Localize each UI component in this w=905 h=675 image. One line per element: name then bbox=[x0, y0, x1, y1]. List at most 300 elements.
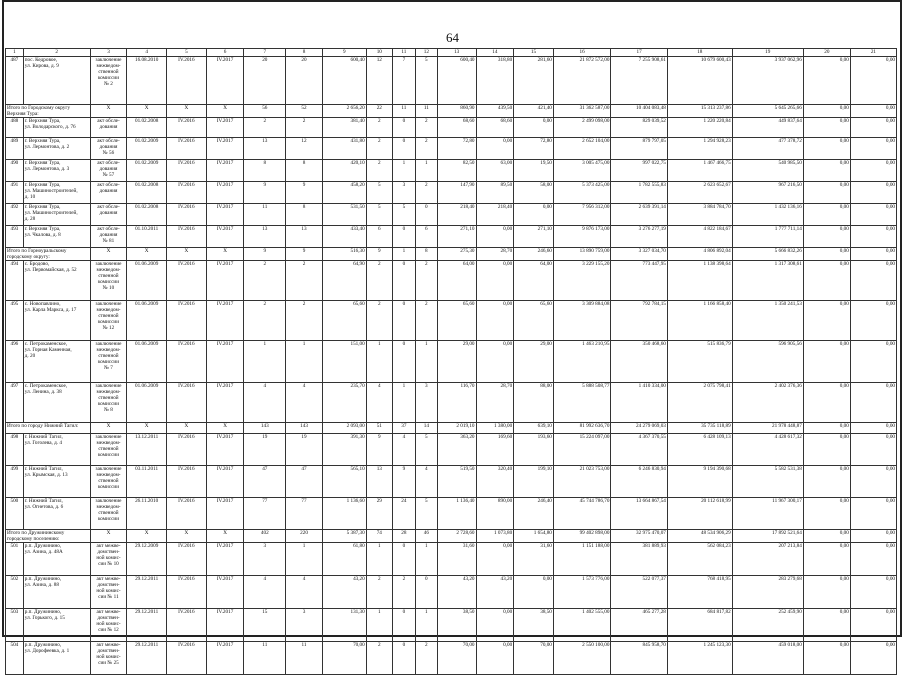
cell-col-2: г. Верхняя Тура, ул. Машиностроителей, д. 28 bbox=[23, 204, 90, 226]
cell-col-1: 501 bbox=[6, 543, 24, 576]
cell-col-6: IV.2017 bbox=[206, 466, 244, 498]
column-number-15: 15 bbox=[514, 49, 554, 57]
cell-col-6: X bbox=[206, 423, 244, 434]
cell-col-12: 6 bbox=[415, 226, 437, 248]
cell-col-18: 9 194 390,68 bbox=[667, 466, 732, 498]
cell-col-16: 13 890 759,00 bbox=[553, 248, 611, 261]
cell-col-16: 99 402 898,00 bbox=[553, 530, 611, 543]
cell-col-1: 502 bbox=[6, 576, 24, 609]
cell-col-7: 11 bbox=[244, 642, 286, 675]
cell-col-14: 218,40 bbox=[476, 204, 514, 226]
cell-col-7: 3 bbox=[244, 543, 286, 576]
cell-col-4: X bbox=[127, 248, 167, 261]
cell-col-4: 01.06.2009 bbox=[127, 341, 167, 383]
cell-col-10: 4 bbox=[366, 383, 392, 423]
cell-col-6: IV.2017 bbox=[206, 341, 244, 383]
cell-col-20: 0,00 bbox=[803, 204, 850, 226]
cell-col-15: 64,00 bbox=[514, 261, 554, 301]
cell-col-20: 0,00 bbox=[803, 530, 850, 543]
cell-col-5: IV.2016 bbox=[167, 341, 207, 383]
cell-col-21: 0,00 bbox=[850, 301, 896, 341]
cell-col-21: 0,00 bbox=[850, 543, 896, 576]
cell-col-12: 4 bbox=[415, 466, 437, 498]
cell-col-20: 0,00 bbox=[803, 301, 850, 341]
cell-col-21: 0,00 bbox=[850, 530, 896, 543]
cell-col-5: IV.2016 bbox=[167, 204, 207, 226]
cell-col-11: 1 bbox=[392, 383, 415, 423]
cell-col-3: заключение межведом- ственной комиссии № 7 bbox=[90, 341, 127, 383]
table-row bbox=[6, 204, 897, 226]
cell-col-11: 1 bbox=[392, 160, 415, 182]
cell-col-9: 5 387,30 bbox=[322, 530, 366, 543]
cell-col-11: 9 bbox=[392, 466, 415, 498]
cell-col-1: Итого по Горноуральскому городскому округу: bbox=[6, 248, 91, 261]
cell-col-1: Итого по городу Нижний Тагил: bbox=[6, 423, 91, 434]
cell-col-7: 2 bbox=[244, 118, 286, 138]
table-row bbox=[6, 160, 897, 182]
table-row bbox=[6, 341, 897, 383]
table-row bbox=[6, 609, 897, 642]
cell-col-12: 1 bbox=[415, 543, 437, 576]
cell-col-21: 0,00 bbox=[850, 182, 896, 204]
column-number-21: 21 bbox=[850, 49, 896, 57]
cell-col-18: 1 467 466,75 bbox=[667, 160, 732, 182]
cell-col-6: IV.2017 bbox=[206, 576, 244, 609]
cell-col-15: 421,40 bbox=[514, 105, 554, 118]
cell-col-17: 997 022,75 bbox=[611, 160, 667, 182]
cell-col-9: 531,50 bbox=[322, 204, 366, 226]
cell-col-3: акт обсле- дования № 56 bbox=[90, 138, 127, 160]
cell-col-2: с. Бродово, ул. Первомайская, д. 52 bbox=[23, 261, 90, 301]
column-number-13: 13 bbox=[437, 49, 476, 57]
cell-col-13: 65,60 bbox=[437, 301, 476, 341]
cell-col-5: IV.2016 bbox=[167, 182, 207, 204]
cell-col-10: 1 bbox=[366, 609, 392, 642]
cell-col-1: 488 bbox=[6, 118, 24, 138]
cell-col-13: 271,10 bbox=[437, 226, 476, 248]
cell-col-6: X bbox=[206, 530, 244, 543]
cell-col-13: 363,20 bbox=[437, 434, 476, 466]
cell-col-14: 1 380,00 bbox=[476, 423, 514, 434]
cell-col-3: X bbox=[90, 105, 127, 118]
cell-col-15: 0,00 bbox=[514, 576, 554, 609]
cell-col-14: 0,00 bbox=[476, 138, 514, 160]
cell-col-3: X bbox=[90, 248, 127, 261]
cell-col-4: 01.02.2008 bbox=[127, 204, 167, 226]
cell-col-3: акт межве- домствен- ной комис- сии № 11 bbox=[90, 576, 127, 609]
cell-col-13: 43,20 bbox=[437, 576, 476, 609]
cell-col-20: 0,00 bbox=[803, 138, 850, 160]
cell-col-11: 0 bbox=[392, 261, 415, 301]
cell-col-16: 5 373 425,00 bbox=[553, 182, 611, 204]
cell-col-21: 0,00 bbox=[850, 383, 896, 423]
cell-col-1: 495 bbox=[6, 301, 24, 341]
cell-col-2: г. Нижний Тагил, ул. Огнетова, д. 6 bbox=[23, 498, 90, 530]
cell-col-4: 29.12.2011 bbox=[127, 576, 167, 609]
cell-col-6: IV.2017 bbox=[206, 498, 244, 530]
cell-col-13: 29,00 bbox=[437, 341, 476, 383]
cell-col-19: 459 018,00 bbox=[732, 642, 803, 675]
cell-col-17: 7 255 908,61 bbox=[611, 57, 667, 105]
cell-col-18: 35 735 118,89 bbox=[667, 423, 732, 434]
cell-col-5: IV.2016 bbox=[167, 576, 207, 609]
column-number-18: 18 bbox=[667, 49, 732, 57]
cell-col-1: 497 bbox=[6, 383, 24, 423]
cell-col-13: 38,50 bbox=[437, 609, 476, 642]
cell-col-5: X bbox=[167, 530, 207, 543]
cell-col-14: 63,00 bbox=[476, 160, 514, 182]
cell-col-13: 82,50 bbox=[437, 160, 476, 182]
cell-col-1: 498 bbox=[6, 434, 24, 466]
cell-col-15: 193,60 bbox=[514, 434, 554, 466]
cell-col-3: X bbox=[90, 530, 127, 543]
cell-col-14: 320,40 bbox=[476, 466, 514, 498]
cell-col-14: 43,20 bbox=[476, 576, 514, 609]
cell-col-19: 477 378,72 bbox=[732, 138, 803, 160]
cell-col-10: 29 bbox=[366, 498, 392, 530]
cell-col-7: 13 bbox=[244, 226, 286, 248]
table-row bbox=[6, 118, 897, 138]
cell-col-10: 51 bbox=[366, 423, 392, 434]
cell-col-17: 381 889,93 bbox=[611, 543, 667, 576]
cell-col-15: 31,60 bbox=[514, 543, 554, 576]
cell-col-9: 1 136,60 bbox=[322, 498, 366, 530]
cell-col-20: 0,00 bbox=[803, 576, 850, 609]
cell-col-18: 562 084,23 bbox=[667, 543, 732, 576]
cell-col-15: 246,60 bbox=[514, 248, 554, 261]
cell-col-21: 0,00 bbox=[850, 226, 896, 248]
cell-col-11: 4 bbox=[392, 434, 415, 466]
cell-col-14: 0,00 bbox=[476, 261, 514, 301]
cell-col-2: г. Верхняя Тура, ул. Машиностроителей, д. 10 bbox=[23, 182, 90, 204]
cell-col-12: 2 bbox=[415, 182, 437, 204]
cell-col-13: 218,40 bbox=[437, 204, 476, 226]
cell-col-19: 11 967 300,17 bbox=[732, 498, 803, 530]
cell-col-15: 199,10 bbox=[514, 466, 554, 498]
cell-col-3: акт межве- домствен- ной комис- сии № 25 bbox=[90, 642, 127, 675]
cell-col-5: X bbox=[167, 105, 207, 118]
cell-col-3: акт обсле- дования № 57 bbox=[90, 160, 127, 182]
cell-col-4: 16.08.2010 bbox=[127, 57, 167, 105]
cell-col-6: X bbox=[206, 248, 244, 261]
cell-col-15: 246,40 bbox=[514, 498, 554, 530]
cell-col-20: 0,00 bbox=[803, 248, 850, 261]
cell-col-8: 12 bbox=[286, 138, 323, 160]
cell-col-2: пос. Кедровое, ул. Кирова, д. 9 bbox=[23, 57, 90, 105]
cell-col-6: X bbox=[206, 105, 244, 118]
cell-col-8: 9 bbox=[286, 182, 323, 204]
cell-col-4: 01.02.2008 bbox=[127, 182, 167, 204]
cell-col-9: 516,30 bbox=[322, 248, 366, 261]
cell-col-9: 61,80 bbox=[322, 543, 366, 576]
cell-col-7: 77 bbox=[244, 498, 286, 530]
cell-col-15: 88,00 bbox=[514, 383, 554, 423]
cell-col-19: 207 213,84 bbox=[732, 543, 803, 576]
cell-col-11: 2 bbox=[392, 576, 415, 609]
cell-col-13: 600,40 bbox=[437, 57, 476, 105]
cell-col-11: 0 bbox=[392, 642, 415, 675]
cell-col-8: 20 bbox=[286, 57, 323, 105]
cell-col-8: 9 bbox=[286, 248, 323, 261]
cell-col-19: 4 428 617,32 bbox=[732, 434, 803, 466]
cell-col-2: р.п. Дружинино, ул. Азина, д. 48А bbox=[23, 543, 90, 576]
cell-col-21: 0,00 bbox=[850, 160, 896, 182]
cell-col-9: 64,90 bbox=[322, 261, 366, 301]
column-number-12: 12 bbox=[415, 49, 437, 57]
cell-col-19: 1 317 308,61 bbox=[732, 261, 803, 301]
subtotal-row bbox=[6, 248, 897, 261]
cell-col-7: 8 bbox=[244, 160, 286, 182]
cell-col-4: 01.02.2008 bbox=[127, 118, 167, 138]
cell-col-6: IV.2017 bbox=[206, 642, 244, 675]
cell-col-12: 0 bbox=[415, 576, 437, 609]
cell-col-7: 402 bbox=[244, 530, 286, 543]
cell-col-4: 01.10.2011 bbox=[127, 226, 167, 248]
cell-col-9: 600,40 bbox=[322, 57, 366, 105]
cell-col-12: 5 bbox=[415, 57, 437, 105]
cell-col-21: 0,00 bbox=[850, 341, 896, 383]
cell-col-10: 5 bbox=[366, 204, 392, 226]
cell-col-21: 0,00 bbox=[850, 423, 896, 434]
cell-col-3: акт обсле- дования bbox=[90, 182, 127, 204]
cell-col-19: 1 350 241,53 bbox=[732, 301, 803, 341]
cell-col-5: IV.2016 bbox=[167, 434, 207, 466]
cell-col-13: 2 728,60 bbox=[437, 530, 476, 543]
cell-col-17: 6 246 830,94 bbox=[611, 466, 667, 498]
cell-col-14: 0,00 bbox=[476, 543, 514, 576]
table-row bbox=[6, 642, 897, 675]
cell-col-13: 72,80 bbox=[437, 138, 476, 160]
cell-col-14: 89,50 bbox=[476, 182, 514, 204]
cell-col-1: 487 bbox=[6, 57, 24, 105]
cell-col-10: 9 bbox=[366, 434, 392, 466]
subtotal-row bbox=[6, 423, 897, 434]
table-body bbox=[6, 57, 897, 675]
cell-col-7: 1 bbox=[244, 341, 286, 383]
cell-col-9: 433,40 bbox=[322, 226, 366, 248]
cell-col-5: IV.2016 bbox=[167, 543, 207, 576]
cell-col-18: 6 428 109,13 bbox=[667, 434, 732, 466]
cell-col-3: заключение межведом- ственной комиссии № 10 bbox=[90, 261, 127, 301]
cell-col-11: 1 bbox=[392, 248, 415, 261]
cell-col-16: 2 652 104,00 bbox=[553, 138, 611, 160]
cell-col-5: X bbox=[167, 423, 207, 434]
cell-col-11: 0 bbox=[392, 226, 415, 248]
cell-col-10: 6 bbox=[366, 226, 392, 248]
cell-col-12: 0 bbox=[415, 204, 437, 226]
cell-col-12: 5 bbox=[415, 498, 437, 530]
cell-col-19: 1 777 711,14 bbox=[732, 226, 803, 248]
cell-col-2: г. Верхняя Тура, ул. Чкалова, д. 8 bbox=[23, 226, 90, 248]
cell-col-4: X bbox=[127, 423, 167, 434]
cell-col-21: 0,00 bbox=[850, 642, 896, 675]
cell-col-7: 20 bbox=[244, 57, 286, 105]
cell-col-17: 32 975 470,07 bbox=[611, 530, 667, 543]
cell-col-5: IV.2016 bbox=[167, 261, 207, 301]
cell-col-17: 24 279 069,03 bbox=[611, 423, 667, 434]
cell-col-5: IV.2016 bbox=[167, 57, 207, 105]
cell-col-18: 684 817,82 bbox=[667, 609, 732, 642]
cell-col-9: 2 093,00 bbox=[322, 423, 366, 434]
cell-col-4: 01.06.2009 bbox=[127, 383, 167, 423]
cell-col-16: 1 151 188,00 bbox=[553, 543, 611, 576]
cell-col-6: IV.2017 bbox=[206, 138, 244, 160]
table-row bbox=[6, 576, 897, 609]
cell-col-2: р.п. Дружинино, ул. Азина, д. 88 bbox=[23, 576, 90, 609]
column-number-2: 2 bbox=[23, 49, 90, 57]
cell-col-14: 0,00 bbox=[476, 301, 514, 341]
table-row bbox=[6, 434, 897, 466]
cell-col-10: 1 bbox=[366, 341, 392, 383]
cell-col-9: 2 656,20 bbox=[322, 105, 366, 118]
cell-col-3: заключение межведом- ственной комиссии № 8 bbox=[90, 383, 127, 423]
cell-col-14: 28,70 bbox=[476, 383, 514, 423]
cell-col-8: 143 bbox=[286, 423, 323, 434]
cell-col-10: 12 bbox=[366, 57, 392, 105]
cell-col-10: 2 bbox=[366, 261, 392, 301]
cell-col-21: 0,00 bbox=[850, 105, 896, 118]
cell-col-9: 70,00 bbox=[322, 642, 366, 675]
cell-col-15: 58,00 bbox=[514, 182, 554, 204]
cell-col-2: г. Нижний Тагил, ул. Гоголева, д. 4 bbox=[23, 434, 90, 466]
cell-col-9: 431,80 bbox=[322, 138, 366, 160]
cell-col-2: г. Верхняя Тура, ул. Лермонтова, д. 2 bbox=[23, 138, 90, 160]
cell-col-11: 0 bbox=[392, 543, 415, 576]
cell-col-15: 29,00 bbox=[514, 341, 554, 383]
column-number-16: 16 bbox=[553, 49, 611, 57]
cell-col-18: 2 623 652,67 bbox=[667, 182, 732, 204]
cell-col-7: 15 bbox=[244, 609, 286, 642]
cell-col-15: 19,50 bbox=[514, 160, 554, 182]
column-number-9: 9 bbox=[322, 49, 366, 57]
cell-col-17: 845 958,70 bbox=[611, 642, 667, 675]
cell-col-4: 26.11.2010 bbox=[127, 498, 167, 530]
cell-col-14: 890,00 bbox=[476, 498, 514, 530]
cell-col-3: заключение межведом- ственной комиссии bbox=[90, 466, 127, 498]
cell-col-6: IV.2017 bbox=[206, 226, 244, 248]
cell-col-20: 0,00 bbox=[803, 118, 850, 138]
cell-col-21: 0,00 bbox=[850, 576, 896, 609]
column-number-6: 6 bbox=[206, 49, 244, 57]
cell-col-9: 43,20 bbox=[322, 576, 366, 609]
cell-col-14: 439,50 bbox=[476, 105, 514, 118]
cell-col-8: 2 bbox=[286, 118, 323, 138]
cell-col-19: 21 978 448,87 bbox=[732, 423, 803, 434]
cell-col-13: 64,00 bbox=[437, 261, 476, 301]
cell-col-19: 5 666 832,26 bbox=[732, 248, 803, 261]
cell-col-8: 220 bbox=[286, 530, 323, 543]
cell-col-14: 0,00 bbox=[476, 609, 514, 642]
cell-col-13: 68,60 bbox=[437, 118, 476, 138]
cell-col-20: 0,00 bbox=[803, 434, 850, 466]
cell-col-1: 490 bbox=[6, 160, 24, 182]
cell-col-12: 5 bbox=[415, 434, 437, 466]
cell-col-20: 0,00 bbox=[803, 609, 850, 642]
cell-col-5: IV.2016 bbox=[167, 466, 207, 498]
cell-col-7: 2 bbox=[244, 301, 286, 341]
cell-col-6: IV.2017 bbox=[206, 383, 244, 423]
cell-col-14: 0,00 bbox=[476, 642, 514, 675]
cell-col-3: X bbox=[90, 423, 127, 434]
cell-col-16: 3 309 884,08 bbox=[553, 301, 611, 341]
cell-col-8: 3 bbox=[286, 609, 323, 642]
cell-col-16: 45 744 786,70 bbox=[553, 498, 611, 530]
column-number-4: 4 bbox=[127, 49, 167, 57]
cell-col-17: 4 367 370,55 bbox=[611, 434, 667, 466]
cell-col-16: 15 224 097,00 bbox=[553, 434, 611, 466]
cell-col-17: 3 327 034,70 bbox=[611, 248, 667, 261]
cell-col-21: 0,00 bbox=[850, 609, 896, 642]
cell-col-20: 0,00 bbox=[803, 423, 850, 434]
cell-col-18: 3 884 784,70 bbox=[667, 204, 732, 226]
cell-col-9: 65,60 bbox=[322, 301, 366, 341]
cell-col-10: 9 bbox=[366, 248, 392, 261]
cell-col-10: 2 bbox=[366, 138, 392, 160]
cell-col-18: 515 836,79 bbox=[667, 341, 732, 383]
cell-col-16: 5 888 508,77 bbox=[553, 383, 611, 423]
cell-col-14: 0,00 bbox=[476, 226, 514, 248]
cell-col-6: IV.2017 bbox=[206, 434, 244, 466]
cell-col-12: 2 bbox=[415, 642, 437, 675]
cell-col-10: 1 bbox=[366, 543, 392, 576]
cell-col-15: 0,00 bbox=[514, 204, 554, 226]
cell-col-14: 1 073,80 bbox=[476, 530, 514, 543]
column-number-3: 3 bbox=[90, 49, 127, 57]
cell-col-16: 21 872 572,00 bbox=[553, 57, 611, 105]
table-row bbox=[6, 138, 897, 160]
cell-col-2: г. Верхняя Тура, ул. Лермонтова, д. 3 bbox=[23, 160, 90, 182]
cell-col-11: 28 bbox=[392, 530, 415, 543]
cell-col-1: 489 bbox=[6, 138, 24, 160]
cell-col-14: 318,80 bbox=[476, 57, 514, 105]
cell-col-16: 1 402 555,00 bbox=[553, 609, 611, 642]
cell-col-11: 37 bbox=[392, 423, 415, 434]
cell-col-1: Итого по Городскому округу Верхняя Тура: bbox=[6, 105, 91, 118]
cell-col-8: 4 bbox=[286, 576, 323, 609]
cell-col-1: 503 bbox=[6, 609, 24, 642]
cell-col-19: 5 582 531,38 bbox=[732, 466, 803, 498]
housing-registry-table bbox=[5, 48, 897, 675]
cell-col-13: 275,30 bbox=[437, 248, 476, 261]
cell-col-1: 491 bbox=[6, 182, 24, 204]
cell-col-18: 1 294 928,23 bbox=[667, 138, 732, 160]
cell-col-9: 381,40 bbox=[322, 118, 366, 138]
cell-col-20: 0,00 bbox=[803, 261, 850, 301]
cell-col-17: 13 664 867,54 bbox=[611, 498, 667, 530]
cell-col-12: 8 bbox=[415, 248, 437, 261]
cell-col-21: 0,00 bbox=[850, 118, 896, 138]
cell-col-19: 449 837,64 bbox=[732, 118, 803, 138]
cell-col-4: X bbox=[127, 105, 167, 118]
cell-col-5: IV.2016 bbox=[167, 226, 207, 248]
cell-col-9: 235,70 bbox=[322, 383, 366, 423]
cell-col-3: акт обсле- дования bbox=[90, 204, 127, 226]
column-number-1: 1 bbox=[6, 49, 24, 57]
cell-col-12: 2 bbox=[415, 118, 437, 138]
cell-col-1: 492 bbox=[6, 204, 24, 226]
cell-col-3: заключение межведом- ственной комиссии bbox=[90, 434, 127, 466]
column-number-8: 8 bbox=[286, 49, 323, 57]
cell-col-1: 499 bbox=[6, 466, 24, 498]
cell-col-14: 169,60 bbox=[476, 434, 514, 466]
cell-col-10: 13 bbox=[366, 466, 392, 498]
cell-col-8: 2 bbox=[286, 301, 323, 341]
cell-col-13: 70,00 bbox=[437, 642, 476, 675]
cell-col-17: 773 447,95 bbox=[611, 261, 667, 301]
cell-col-11: 0 bbox=[392, 138, 415, 160]
cell-col-5: IV.2016 bbox=[167, 160, 207, 182]
cell-col-19: 596 905,56 bbox=[732, 341, 803, 383]
